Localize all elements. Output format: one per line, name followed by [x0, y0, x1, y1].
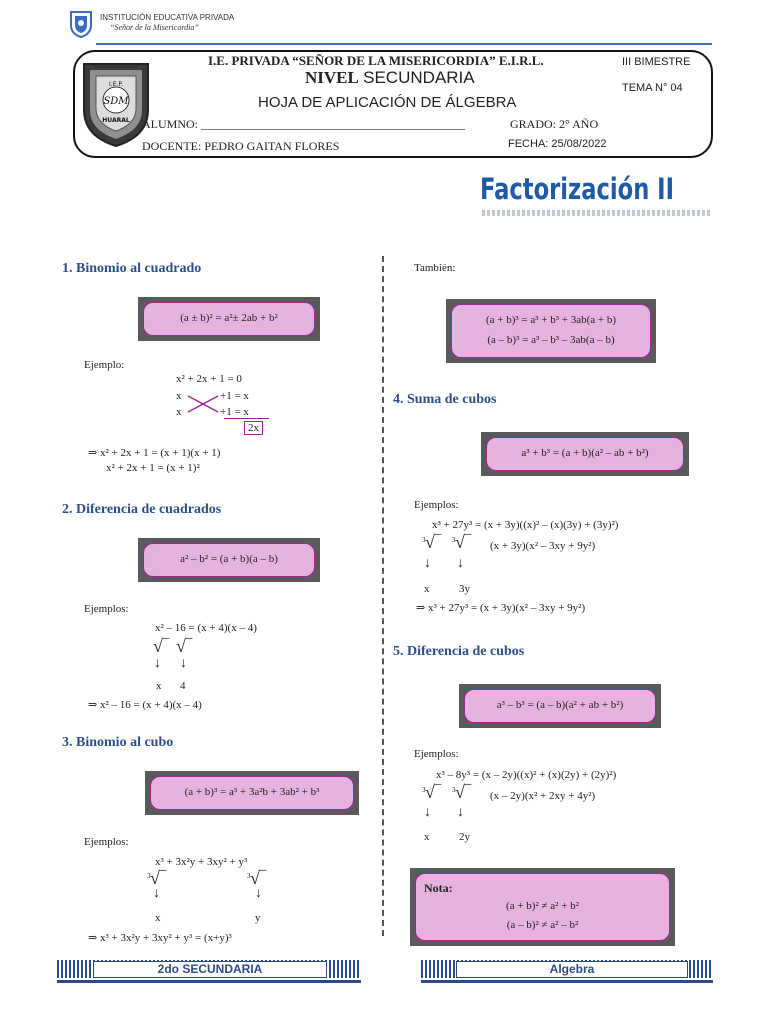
ejemplos-label: Ejemplos: — [84, 603, 129, 615]
institution-motto: “Señor de la Misericordia” — [110, 23, 199, 32]
example-equation: x² – 16 = (x + 4)(x – 4) — [155, 622, 257, 634]
sqrt-icon: √‾ — [176, 636, 192, 656]
formula-text: (a + b)³ = a³ + b³ + 3ab(a + b) — [485, 314, 617, 327]
nota-line: (a – b)² ≠ a² – b² — [506, 918, 579, 931]
ejemplo-label: Ejemplo: — [84, 359, 125, 371]
formula-text: (a ± b)² = a²± 2ab + b² — [180, 312, 278, 325]
section-title-diferencia-cuadrados: 2. Diferencia de cuadrados — [62, 502, 222, 517]
nivel-label: NIVEL — [305, 68, 359, 87]
aspa-term: +1 = x — [220, 406, 249, 418]
nivel-line — [305, 68, 475, 88]
down-arrow-icon: ↓ — [255, 886, 262, 901]
section-title-binomio-cubo: 3. Binomio al cubo — [62, 735, 174, 750]
down-arrow-icon: ↓ — [154, 656, 161, 671]
seal-initials: SDM — [103, 96, 129, 107]
tema-number: TEMA N° 04 — [622, 82, 683, 94]
column-divider — [382, 256, 384, 936]
formula-text: a³ – b³ = (a – b)(a² + ab + b²) — [496, 699, 624, 712]
cube-root-icon: 3 √‾ — [452, 532, 471, 552]
cube-root-icon: 3 √‾ — [247, 868, 266, 888]
result-line: x² + 2x + 1 = (x + 1)² — [106, 462, 200, 474]
page-title: Factorización II — [480, 172, 675, 206]
formula-box-suma-cubos — [481, 432, 689, 476]
down-arrow-icon: ↓ — [180, 656, 187, 671]
fecha-field: FECHA: 25/08/2022 — [508, 138, 607, 150]
seal-bottom-text: HUARAL — [102, 117, 130, 124]
result-line: ⇒ x² + 2x + 1 = (x + 1)(x + 1) — [88, 447, 221, 459]
formula-box-diferencia-cuadrados — [138, 538, 320, 582]
footer-subject: Algebra — [456, 961, 688, 978]
root-value: 3y — [459, 583, 470, 595]
ejemplos-label: Ejemplos: — [414, 748, 459, 760]
down-arrow-icon: ↓ — [153, 886, 160, 901]
cube-root-icon: 3 √‾ — [147, 868, 166, 888]
section-title-diferencia-cubos: 5. Diferencia de cubos — [393, 644, 525, 659]
section-title-suma-cubos: 4. Suma de cubos — [393, 392, 497, 407]
nota-line: (a + b)² ≠ a² + b² — [506, 900, 579, 912]
root-value: y — [255, 912, 261, 924]
result-line: ⇒ x³ + 3x²y + 3xy² + y³ = (x+y)³ — [88, 932, 232, 944]
formula-box-binomio-cuadrado — [138, 297, 320, 341]
sum-result: 2x — [244, 421, 263, 435]
nota-box — [410, 868, 675, 946]
sheet-title: HOJA DE APLICACIÓN DE ÁLGEBRA — [258, 94, 517, 111]
ejemplos-label: Ejemplos: — [414, 499, 459, 511]
example-expansion: (x – 2y)(x² + 2xy + 4y²) — [490, 790, 596, 802]
root-value: x — [156, 680, 162, 692]
example-equation: x³ – 8y³ = (x – 2y)((x)² + (x)(2y) + (2y)²) — [436, 769, 617, 781]
aspa-cross-icon — [186, 392, 220, 416]
root-value: 2y — [459, 831, 470, 843]
seal-top-text: I.E.P. — [109, 81, 123, 88]
formula-box-diferencia-cubos — [459, 684, 661, 728]
ejemplos-label: Ejemplos: — [84, 836, 129, 848]
header-divider — [96, 43, 712, 45]
example-equation: x² + 2x + 1 = 0 — [176, 373, 242, 385]
institution-shield-icon — [68, 10, 94, 38]
footer-underline-left — [57, 980, 361, 983]
formula-text: a³ + b³ = (a + b)(a² – ab + b²) — [521, 447, 649, 460]
nivel-value: SECUNDARIA — [363, 68, 475, 87]
title-underline — [482, 210, 712, 216]
aspa-term: x — [176, 406, 182, 418]
root-value: x — [424, 831, 430, 843]
school-name: I.E. PRIVADA “SEÑOR DE LA MISERICORDIA” E.I.R.L. — [208, 53, 544, 68]
cube-root-icon: 3 √‾ — [422, 782, 441, 802]
cube-root-icon: 3 √‾ — [422, 532, 441, 552]
tambien-label: También: — [414, 262, 456, 274]
formula-text: a² – b² = (a + b)(a – b) — [180, 553, 278, 566]
result-line: ⇒ x³ + 27y³ = (x + 3y)(x² – 3xy + 9y²) — [416, 602, 586, 614]
down-arrow-icon: ↓ — [424, 556, 431, 571]
section-title-binomio-cuadrado: 1. Binomio al cuadrado — [62, 261, 202, 276]
nota-label: Nota: — [424, 881, 453, 895]
root-value: x — [424, 583, 430, 595]
example-expansion: (x + 3y)(x² – 3xy + 9y²) — [490, 540, 596, 552]
example-equation: x³ + 27y³ = (x + 3y)((x)² – (x)(3y) + (3y)²) — [432, 519, 619, 531]
grado-field: GRADO: 2° AÑO — [510, 117, 599, 131]
formula-box-cubo-alternativo — [446, 299, 656, 363]
example-equation: x³ + 3x²y + 3xy² + y³ — [155, 856, 248, 868]
result-line: ⇒ x² – 16 = (x + 4)(x – 4) — [88, 699, 202, 711]
sum-line — [224, 418, 269, 419]
footer-underline-right — [421, 980, 713, 983]
down-arrow-icon: ↓ — [457, 805, 464, 820]
docente-field: DOCENTE: PEDRO GAITAN FLORES — [142, 139, 340, 153]
cube-root-icon: 3 √‾ — [452, 782, 471, 802]
sqrt-icon: √‾ — [153, 636, 169, 656]
bimestre: III BIMESTRE — [622, 56, 691, 68]
formula-box-binomio-cubo — [145, 771, 359, 815]
formula-text: (a – b)³ = a³ – b³ – 3ab(a – b) — [487, 334, 615, 346]
formula-text: (a + b)³ = a³ + 3a²b + 3ab² + b³ — [184, 786, 320, 799]
root-value: x — [155, 912, 161, 924]
root-value: 4 — [180, 680, 186, 692]
down-arrow-icon: ↓ — [424, 805, 431, 820]
aspa-term: +1 = x — [220, 390, 249, 402]
institution-name: INSTITUCIÓN EDUCATIVA PRIVADA — [100, 13, 235, 22]
down-arrow-icon: ↓ — [457, 556, 464, 571]
school-seal-icon — [80, 60, 152, 148]
footer-grade: 2do SECUNDARIA — [93, 961, 327, 978]
aspa-term: x — [176, 390, 182, 402]
alumno-field: ALUMNO: ____________________________________________ — [142, 117, 465, 131]
